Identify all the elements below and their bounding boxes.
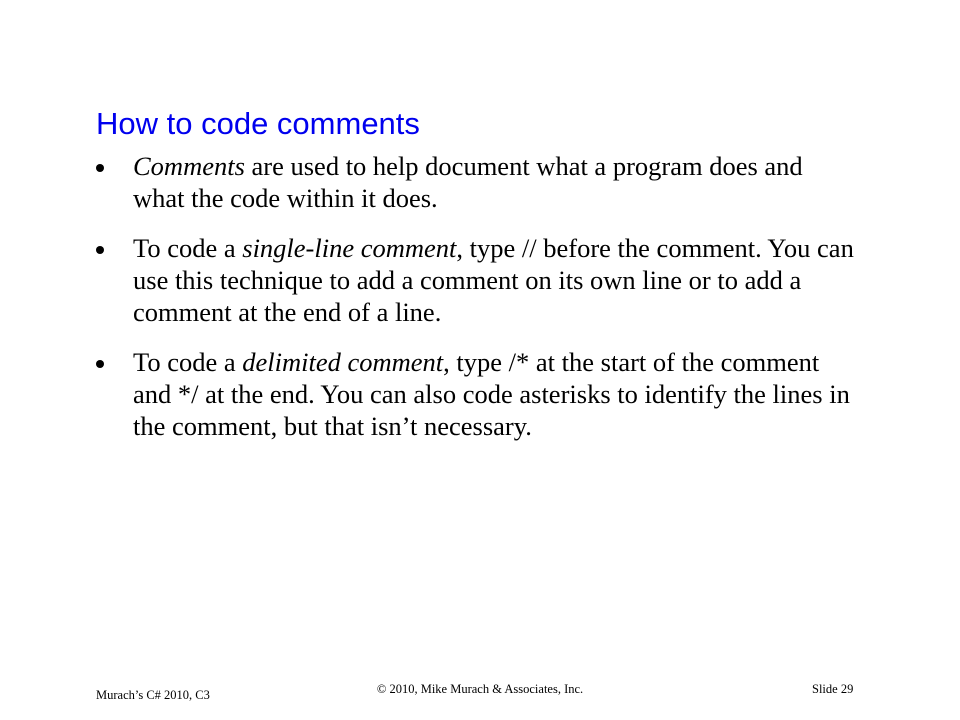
bullet-segment: , type // before the comment. You can use this technique to add a comment on its own line or to add a comment at the end of a line. [133, 233, 854, 327]
bullet-segment: To code a [133, 347, 243, 377]
bullet-icon [96, 360, 104, 368]
bullet-item [96, 232, 856, 328]
bullet-segment: , type /* at the start of the comment and */ at the end. You can also code asterisks to identify the lines in the comment, but that isn’t necessary. [133, 347, 850, 441]
footer-slide-number: Slide 29 [812, 682, 854, 696]
footer-book-title: Murach’s C# 2010, C3 [96, 688, 210, 702]
bullet-icon [96, 246, 104, 254]
bullet-segment: are used to help document what a program does and what the code within it does. [133, 151, 803, 213]
bullet-item [96, 150, 856, 214]
bullet-segment: single-line comment [242, 233, 457, 263]
bullet-item [96, 346, 856, 442]
bullet-list [96, 150, 856, 460]
slide-title: How to code comments [96, 106, 420, 141]
bullet-segment: delimited comment [242, 347, 444, 377]
footer-copyright: © 2010, Mike Murach & Associates, Inc. [376, 682, 584, 696]
bullet-segment: To code a [133, 233, 243, 263]
bullet-text [133, 233, 854, 327]
bullet-text [133, 347, 850, 441]
bullet-segment: Comments [133, 151, 245, 181]
bullet-icon [96, 164, 104, 172]
bullet-text [133, 151, 803, 213]
